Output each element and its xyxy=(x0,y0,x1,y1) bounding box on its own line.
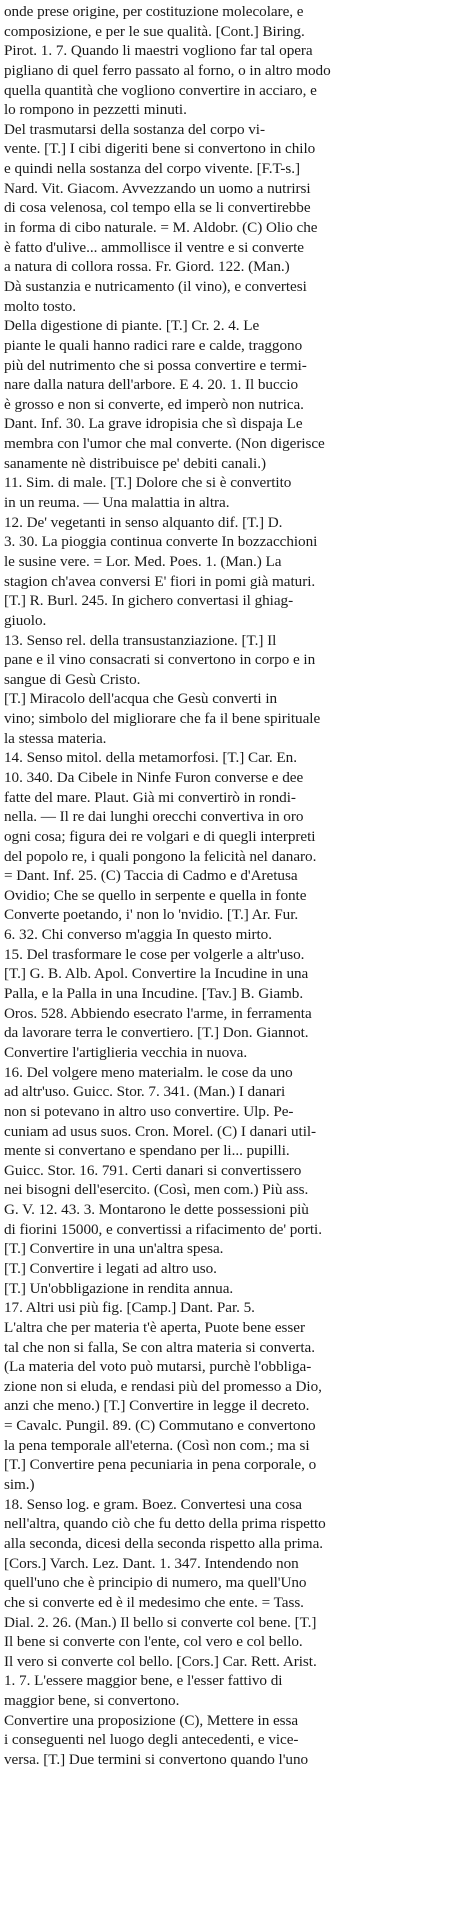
text-line: ogni cosa; figura dei re volgari e di quegli interpreti xyxy=(4,827,316,845)
text-line: 13. Senso rel. della transustanziazione. [T.] Il xyxy=(4,631,277,649)
text-line: del popolo re, i quali pongono la felicità nel danaro. xyxy=(4,847,317,865)
text-line: Dial. 2. 26. (Man.) Il bello si converte col bene. [T.] xyxy=(4,1613,317,1631)
text-line: Pirot. 1. 7. Quando li maestri vogliono far tal opera xyxy=(4,42,313,60)
text-line: non si potevano in altro uso convertire. Ulp. Pe- xyxy=(4,1102,294,1120)
text-line: nella. — Il re dai lunghi orecchi convertiva in oro xyxy=(4,808,304,826)
text-line: 12. De' vegetanti in senso alquanto dif. [T.] D. xyxy=(4,513,283,531)
text-line: 10. 340. Da Cibele in Ninfe Furon converse e dee xyxy=(4,768,304,786)
text-line: Converte poetando, i' non lo 'nvidio. [T.] Ar. Fur. xyxy=(4,906,299,924)
text-line: alla seconda, dicesi della seconda rispetto alla prima. xyxy=(4,1534,324,1552)
text-line: che si converte ed è il medesimo che ente. = Tass. xyxy=(4,1593,304,1611)
text-line xyxy=(4,1809,470,1829)
text-line: composizione, e per le sue qualità. [Cont.] Biring. xyxy=(4,22,305,40)
text-line: versa. [T.] Due termini si convertono quando l'uno xyxy=(4,1751,309,1769)
text-line: i conseguenti nel luogo degli antecedenti, e vice- xyxy=(4,1731,299,1749)
text-line: piante le quali hanno radici rare e calde, traggono xyxy=(4,336,303,354)
text-line: onde prese origine, per costituzione molecolare, e xyxy=(4,3,304,20)
text-line: [T.] Un'obbligazione in rendita annua. xyxy=(4,1279,234,1297)
text-line: [T.] G. B. Alb. Apol. Convertire la Incudine in una xyxy=(4,965,309,983)
text-line: (La materia del voto può mutarsi, purchè l'obbliga- xyxy=(4,1358,312,1376)
text-line: le susine vere. = Lor. Med. Poes. 1. (Man.) La xyxy=(4,552,282,570)
text-line: sangue di Gesù Cristo. xyxy=(4,670,141,688)
text-line xyxy=(4,1829,470,1849)
text-line: vino; simbolo del migliorare che fa il bene spirituale xyxy=(4,710,321,728)
text-line: 1. 7. L'essere maggior bene, e l'esser fattivo di xyxy=(4,1672,283,1690)
text-line: G. V. 12. 43. 3. Montarono le dette possessioni più xyxy=(4,1201,309,1219)
text-line: mente si convertano e spendano per li... pupilli. xyxy=(4,1142,290,1160)
text-line: [T.] Convertire pena pecuniaria in pena corporale, o xyxy=(4,1456,317,1474)
text-line: Oros. 528. Abbiendo esecrato l'arme, in ferramenta xyxy=(4,1004,312,1022)
text-line: nare dalla natura dell'arbore. E 4. 20. 1. Il buccio xyxy=(4,376,299,394)
text-line: stagion ch'avea conversi E' fiori in pomi già maturi. xyxy=(4,572,316,590)
text-line: sim.) xyxy=(4,1476,35,1494)
text-line: Ovidio; Che se quello in serpente e quella in fonte xyxy=(4,886,307,904)
text-line: Della digestione di piante. [T.] Cr. 2. 4. Le xyxy=(4,317,260,335)
text-line: Del trasmutarsi della sostanza del corpo vi- xyxy=(4,120,265,138)
text-line: quell'uno che è principio di numero, ma quell'Uno xyxy=(4,1574,307,1592)
text-line: Il bene si converte con l'ente, col vero e col bello. xyxy=(4,1633,303,1651)
text-line: 16. Del volgere meno materialm. le cose da uno xyxy=(4,1063,293,1081)
text-line: più del nutrimento che si possa convertire e termi- xyxy=(4,356,307,374)
text-line: 6. 32. Chi converso m'aggia In questo mirto. xyxy=(4,926,272,944)
text-line: pigliano di quel ferro passato al forno, o in altro modo xyxy=(4,61,331,79)
text-line: sanamente nè distribuisce pe' debiti canali.) xyxy=(4,454,266,472)
text-line: a natura di collora rossa. Fr. Giord. 122. (Man.) xyxy=(4,258,290,276)
text-line: è grosso e non si converte, ed imperò non nutrica. xyxy=(4,395,304,413)
text-line: Dà sustanzia e nutricamento (il vino), e convertesi xyxy=(4,277,307,295)
text-line: fatte del mare. Plaut. Già mi convertirò in rondi- xyxy=(4,788,296,806)
text-line: [T.] Miracolo dell'acqua che Gesù converti in xyxy=(4,690,278,708)
text-line: di fiorini 15000, e convertissi a rifacimento de' porti. xyxy=(4,1220,322,1238)
text-line xyxy=(4,1789,470,1809)
text-line: Convertire l'artiglieria vecchia in nuova. xyxy=(4,1043,248,1061)
text-line: molto tosto. xyxy=(4,297,76,315)
text-line: membra con l'umor che mal converte. (Non digerisce xyxy=(4,435,325,453)
text-line: 18. Senso log. e gram. Boez. Convertesi una cosa xyxy=(4,1495,302,1513)
text-line: Guicc. Stor. 16. 791. Certi danari si convertissero xyxy=(4,1161,302,1179)
text-line: la pena temporale all'eterna. (Così non com.; ma si xyxy=(4,1436,310,1454)
text-line: e quindi nella sostanza del corpo vivente. [F.T-s.] xyxy=(4,160,300,178)
text-line: nell'altra, quando ciò che fu detto della prima rispetto xyxy=(4,1515,326,1533)
text-line: 3. 30. La pioggia continua converte In bozzacchioni xyxy=(4,533,318,551)
text-line: Il vero si converte col bello. [Cors.] Car. Rett. Arist. xyxy=(4,1652,317,1670)
text-line: tal che non si falla, Se con altra materia si converta. xyxy=(4,1338,315,1356)
text-line: nei bisogni dell'esercito. (Così, men com.) Più ass. xyxy=(4,1181,309,1199)
text-line: in un reuma. — Una malattia in altra. xyxy=(4,494,230,512)
text-line: cuniam ad usus suos. Cron. Morel. (C) I danari util- xyxy=(4,1122,317,1140)
text-line: = Cavalc. Pungil. 89. (C) Commutano e convertono xyxy=(4,1417,316,1435)
text-line: è fatto d'ulive... ammollisce il ventre e si converte xyxy=(4,238,304,256)
text-line: [T.] Convertire i legati ad altro uso. xyxy=(4,1260,217,1277)
text-line: lo rompono in pezzetti minuti. xyxy=(4,101,187,119)
text-line: anzi che meno.) [T.] Convertire in legge il decreto. xyxy=(4,1397,310,1415)
text-line: da lavorare terra le convertiero. [T.] Don. Giannot. xyxy=(4,1024,309,1042)
text-line: pane e il vino consacrati si convertono in corpo e in xyxy=(4,651,316,669)
text-line: Palla, e la Palla in una Incudine. [Tav.] B. Giamb. xyxy=(4,985,304,1003)
text-line: 11. Sim. di male. [T.] Dolore che si è convertito xyxy=(4,474,292,492)
text-line: [T.] Convertire in una un'altra spesa. xyxy=(4,1240,224,1258)
text-line xyxy=(4,1770,470,1790)
text-line: 15. Del trasformare le cose per volgerle a altr'uso. xyxy=(4,945,305,963)
text-line: quella quantità che vogliono convertire in acciaro, e xyxy=(4,81,317,99)
text-line: 17. Altri usi più fig. [Camp.] Dant. Par. 5. xyxy=(4,1299,255,1317)
text-line: zione non si eluda, e rendasi più del promesso a Dio, xyxy=(4,1377,322,1395)
text-line xyxy=(4,1888,470,1906)
text-line: vente. [T.] I cibi digeriti bene si convertono in chilo xyxy=(4,140,316,158)
text-line: maggior bene, si convertono. xyxy=(4,1692,180,1710)
text-line: = Dant. Inf. 25. (C) Taccia di Cadmo e d'Aretusa xyxy=(4,867,298,885)
text-line: ad altr'uso. Guicc. Stor. 7. 341. (Man.) I danari xyxy=(4,1083,286,1101)
text-line: [Cors.] Varch. Lez. Dant. 1. 347. Intendendo non xyxy=(4,1554,299,1572)
text-line: giuolo. xyxy=(4,611,47,629)
text-line: 14. Senso mitol. della metamorfosi. [T.] Car. En. xyxy=(4,749,297,767)
text-line: la stessa materia. xyxy=(4,729,107,747)
text-line: di cosa velenosa, col tempo ella se li convertirebbe xyxy=(4,199,311,217)
text-line xyxy=(4,1868,470,1888)
text-line xyxy=(4,1848,470,1868)
text-line: in forma di cibo naturale. = M. Aldobr. (C) Olio che xyxy=(4,219,318,237)
text-line: L'altra che per materia t'è aperta, Puote bene esser xyxy=(4,1318,305,1336)
text-line: Nard. Vit. Giacom. Avvezzando un uomo a nutrirsi xyxy=(4,179,311,197)
text-line: Convertire una proposizione (C), Mettere in essa xyxy=(4,1711,299,1729)
text-line: [T.] R. Burl. 245. In gichero convertasi il ghiag- xyxy=(4,592,294,610)
text-line: Dant. Inf. 30. La grave idropisia che sì dispaja Le xyxy=(4,415,303,433)
